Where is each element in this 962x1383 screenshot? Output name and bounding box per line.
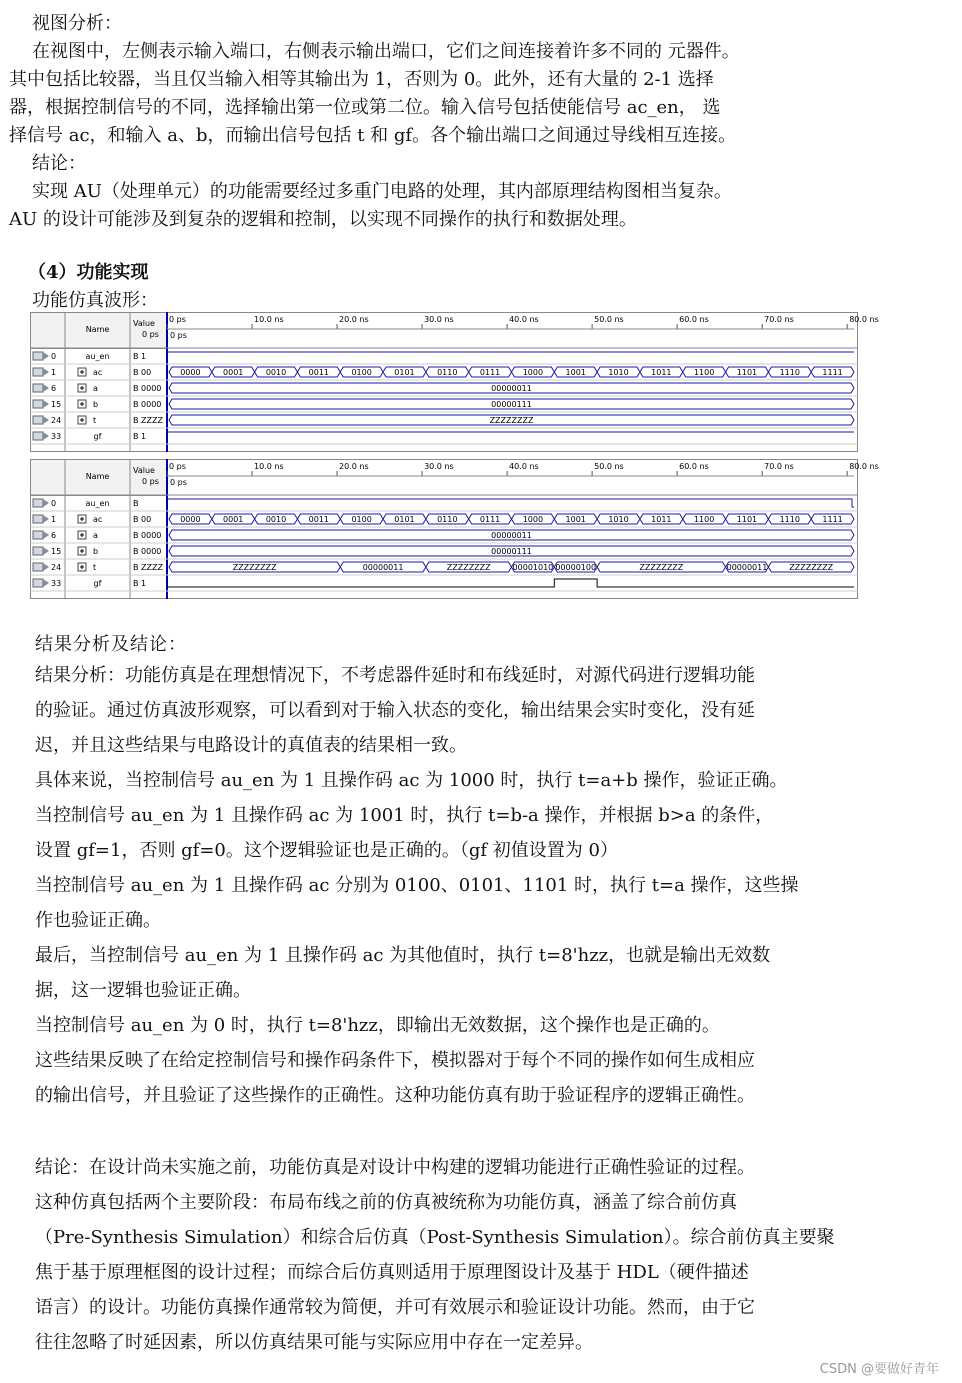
value-header: Value	[133, 319, 155, 328]
signal-value: B 0000	[133, 400, 162, 409]
t-label: 00000011	[726, 563, 768, 572]
ac-label: 0010	[265, 368, 287, 377]
signal-name: b	[93, 547, 99, 556]
signal-value: B	[133, 499, 139, 508]
signal-index: 1	[51, 515, 57, 524]
ac-label: 1001	[565, 515, 586, 524]
result-line: 这些结果反映了在给定控制信号和操作码条件下，模拟器对于每个不同的操作如何生成相应	[35, 1050, 755, 1071]
ac-label: 1111	[822, 368, 843, 377]
ac-label: 1010	[608, 515, 629, 524]
signal-name: a	[93, 384, 98, 393]
conclusion2-line: （Pre-Synthesis Simulation）和综合后仿真（Post-Synthesis Simulation）。综合前仿真主要聚	[35, 1227, 835, 1248]
signal-value: B 1	[133, 432, 147, 441]
conclusion2-line: 往往忽略了时延因素，所以仿真结果可能与实际应用中存在一定差异。	[35, 1332, 593, 1353]
signal-value: B 0000	[133, 384, 162, 393]
pin-icon-body	[33, 400, 43, 408]
time-tick-label: 40.0 ns	[509, 315, 539, 324]
waveform-chart-1	[30, 312, 879, 452]
cursor-label: 0 ps	[170, 478, 187, 487]
signal-index: 15	[51, 547, 62, 556]
signal-index: 1	[51, 368, 57, 377]
signal-value: B 00	[133, 368, 152, 377]
ac-label: 1110	[779, 515, 800, 524]
signal-index: 33	[51, 579, 62, 588]
ac-label: 1101	[736, 368, 758, 377]
ac-label: 0100	[351, 368, 372, 377]
a-label: 00000011	[491, 384, 532, 393]
ac-label: 1101	[736, 515, 758, 524]
view-analysis-line-4: 择信号 ac，和输入 a、b，而输出信号包括 t 和 gf。各个输出端口之间通过导线相互连接。	[9, 125, 737, 146]
value-header-sub: 0 ps	[142, 477, 159, 486]
ac-label: 1110	[779, 368, 800, 377]
time-tick-label: 70.0 ns	[764, 315, 794, 324]
result-line: 最后，当控制信号 au_en 为 1 且操作码 ac 为其他值时，执行 t=8'hzz，也就是输出无效数	[35, 945, 771, 966]
ac-label: 0110	[437, 368, 458, 377]
conclusion1-line-1: 实现 AU（处理单元）的功能需要经过多重门电路的处理，其内部原理结构图相当复杂。	[32, 181, 732, 202]
ac-label: 1111	[822, 515, 843, 524]
ac-label: 1011	[651, 368, 672, 377]
pin-icon-body	[33, 499, 43, 507]
ac-label: 1000	[522, 515, 544, 524]
time-tick-label: 60.0 ns	[679, 462, 709, 471]
signal-name: t	[93, 563, 97, 572]
ac-label: 0010	[265, 515, 287, 524]
signal-name: gf	[93, 432, 102, 441]
result-line: 当控制信号 au_en 为 1 且操作码 ac 分别为 0100、0101、1101 时，执行 t=a 操作，这些操	[35, 875, 799, 896]
signal-index: 33	[51, 432, 62, 441]
time-tick-label: 70.0 ns	[764, 462, 794, 471]
ac-label: 0110	[437, 515, 458, 524]
time-tick-label: 30.0 ns	[424, 462, 454, 471]
signal-value: B ZZZZ	[133, 416, 163, 425]
t-label: 00001010	[512, 563, 554, 572]
section-subtitle: 功能仿真波形：	[32, 290, 158, 311]
result-line: 作也验证正确。	[35, 910, 161, 931]
time-tick-label: 40.0 ns	[509, 462, 539, 471]
signal-index: 0	[51, 499, 57, 508]
pin-icon-body	[33, 416, 43, 424]
signal-index: 6	[51, 384, 57, 393]
result-line: 设置 gf=1，否则 gf=0。这个逻辑验证也是正确的。（gf 初值设置为 0）	[35, 840, 618, 861]
b-label: 00000111	[491, 547, 532, 556]
view-analysis-heading: 视图分析：	[32, 13, 122, 34]
time-tick-label: 10.0 ns	[254, 315, 284, 324]
value-header: Value	[133, 466, 155, 475]
t-label: ZZZZZZZZ	[446, 563, 491, 572]
value-header-sub: 0 ps	[142, 330, 159, 339]
result-line: 当控制信号 au_en 为 0 时，执行 t=8'hzz，即输出无效数据，这个操作也是正确的。	[35, 1015, 720, 1036]
conclusion2-line: 语言）的设计。功能仿真操作通常较为简便，并可有效展示和验证设计功能。然而，由于它	[35, 1297, 755, 1318]
time-tick-label: 80.0 ns	[849, 462, 879, 471]
pin-icon-body	[33, 579, 43, 587]
pin-icon-body	[33, 368, 43, 376]
result-line: 据，这一逻辑也验证正确。	[35, 980, 251, 1001]
signal-index: 24	[51, 416, 62, 425]
signal-value: B 1	[133, 579, 147, 588]
waveform-chart-2	[30, 459, 879, 599]
time-tick-label: 50.0 ns	[594, 462, 624, 471]
t-label: ZZZZZZZZ	[789, 563, 834, 572]
signal-name: ac	[93, 515, 103, 524]
b-label: 00000111	[491, 400, 532, 409]
signal-index: 6	[51, 531, 57, 540]
conclusion2-line: 焦于基于原理框图的设计过程；而综合后仿真则适用于原理图设计及基于 HDL（硬件描述	[35, 1262, 749, 1283]
pin-icon-body	[33, 563, 43, 571]
view-analysis-line-3: 器，根据控制信号的不同，选择输出第一位或第二位。输入信号包括使能信号 ac_en， 选	[9, 97, 721, 118]
ac-label: 0100	[351, 515, 372, 524]
ac-label: 1000	[522, 368, 544, 377]
conclusion2-line: 结论：在设计尚未实施之前，功能仿真是对设计中构建的逻辑功能进行正确性验证的过程。	[35, 1157, 755, 1178]
conclusion1-line-2: AU 的设计可能涉及到复杂的逻辑和控制，以实现不同操作的执行和数据处理。	[9, 209, 637, 230]
ac-label: 0001	[223, 515, 244, 524]
time-tick-label: 0 ps	[169, 315, 186, 324]
signal-index: 24	[51, 563, 62, 572]
result-heading: 结果分析及结论：	[35, 634, 187, 655]
watermark: CSDN @要做好青年	[819, 1362, 939, 1377]
view-analysis-line-2: 其中包括比较器，当且仅当输入相等其输出为 1，否则为 0。此外，还有大量的 2-1 选择	[9, 69, 714, 90]
pin-icon-body	[33, 352, 43, 360]
result-line: 结果分析：功能仿真是在理想情况下，不考虑器件延时和布线延时，对源代码进行逻辑功能	[35, 665, 755, 686]
t-label: ZZZZZZZZ	[232, 563, 277, 572]
result-line: 具体来说，当控制信号 au_en 为 1 且操作码 ac 为 1000 时，执行 t=a+b 操作，验证正确。	[35, 770, 788, 791]
time-tick-label: 20.0 ns	[339, 315, 369, 324]
conclusion2-line: 这种仿真包括两个主要阶段：布局布线之前的仿真被统称为功能仿真，涵盖了综合前仿真	[35, 1192, 737, 1213]
signal-value: B 0000	[133, 547, 162, 556]
cursor-label: 0 ps	[170, 331, 187, 340]
ac-label: 0001	[223, 368, 244, 377]
time-tick-label: 0 ps	[169, 462, 186, 471]
signal-value: B ZZZZ	[133, 563, 163, 572]
ac-label: 1100	[693, 368, 715, 377]
ac-label: 0000	[180, 368, 201, 377]
time-tick-label: 30.0 ns	[424, 315, 454, 324]
time-tick-label: 80.0 ns	[849, 315, 879, 324]
pin-icon-body	[33, 515, 43, 523]
pin-icon-body	[33, 384, 43, 392]
signal-name: gf	[93, 579, 102, 588]
ac-label: 1001	[565, 368, 586, 377]
waveform-panel-1	[30, 312, 879, 452]
time-tick-label: 50.0 ns	[594, 315, 624, 324]
ac-label: 0011	[308, 515, 330, 524]
signal-index: 15	[51, 400, 62, 409]
name-header: Name	[85, 325, 110, 334]
ac-label: 0111	[479, 515, 501, 524]
signal-name: au_en	[85, 352, 110, 361]
t-label: 00000011	[362, 563, 404, 572]
ac-label: 0101	[394, 368, 415, 377]
signal-index: 0	[51, 352, 57, 361]
name-header: Name	[85, 472, 110, 481]
signal-value: B 00	[133, 515, 152, 524]
ac-label: 0111	[479, 368, 501, 377]
result-line: 的输出信号，并且验证了这些操作的正确性。这种功能仿真有助于验证程序的逻辑正确性。	[35, 1085, 755, 1106]
t-label: ZZZZZZZZ	[489, 416, 534, 425]
signal-name: t	[93, 416, 97, 425]
a-label: 00000011	[491, 531, 532, 540]
ac-label: 1010	[608, 368, 629, 377]
result-line: 迟，并且这些结果与电路设计的真值表的结果相一致。	[35, 735, 467, 756]
ac-label: 1100	[693, 515, 715, 524]
ac-label: 0101	[394, 515, 415, 524]
ac-label: 0000	[180, 515, 201, 524]
time-tick-label: 20.0 ns	[339, 462, 369, 471]
pin-icon-body	[33, 531, 43, 539]
signal-value: B 1	[133, 352, 147, 361]
view-analysis-line-1: 在视图中，左侧表示输入端口，右侧表示输出端口，它们之间连接着许多不同的 元器件。	[32, 41, 740, 62]
ac-label: 0011	[308, 368, 330, 377]
signal-name: a	[93, 531, 98, 540]
ac-label: 1011	[651, 515, 672, 524]
signal-name: ac	[93, 368, 103, 377]
signal-name: au_en	[85, 499, 110, 508]
section-title: （4）功能实现	[28, 262, 149, 283]
conclusion1-heading: 结论：	[32, 153, 86, 174]
t-label: 00000100	[555, 563, 597, 572]
pin-icon-body	[33, 547, 43, 555]
waveform-panel-2	[30, 459, 879, 599]
result-line: 的验证。通过仿真波形观察，可以看到对于输入状态的变化，输出结果会实时变化，没有延	[35, 700, 755, 721]
signal-value: B 0000	[133, 531, 162, 540]
time-tick-label: 60.0 ns	[679, 315, 709, 324]
result-line: 当控制信号 au_en 为 1 且操作码 ac 为 1001 时，执行 t=b-a 操作，并根据 b>a 的条件，	[35, 805, 774, 826]
time-tick-label: 10.0 ns	[254, 462, 284, 471]
t-label: ZZZZZZZZ	[639, 563, 684, 572]
pin-icon-body	[33, 432, 43, 440]
signal-name: b	[93, 400, 99, 409]
